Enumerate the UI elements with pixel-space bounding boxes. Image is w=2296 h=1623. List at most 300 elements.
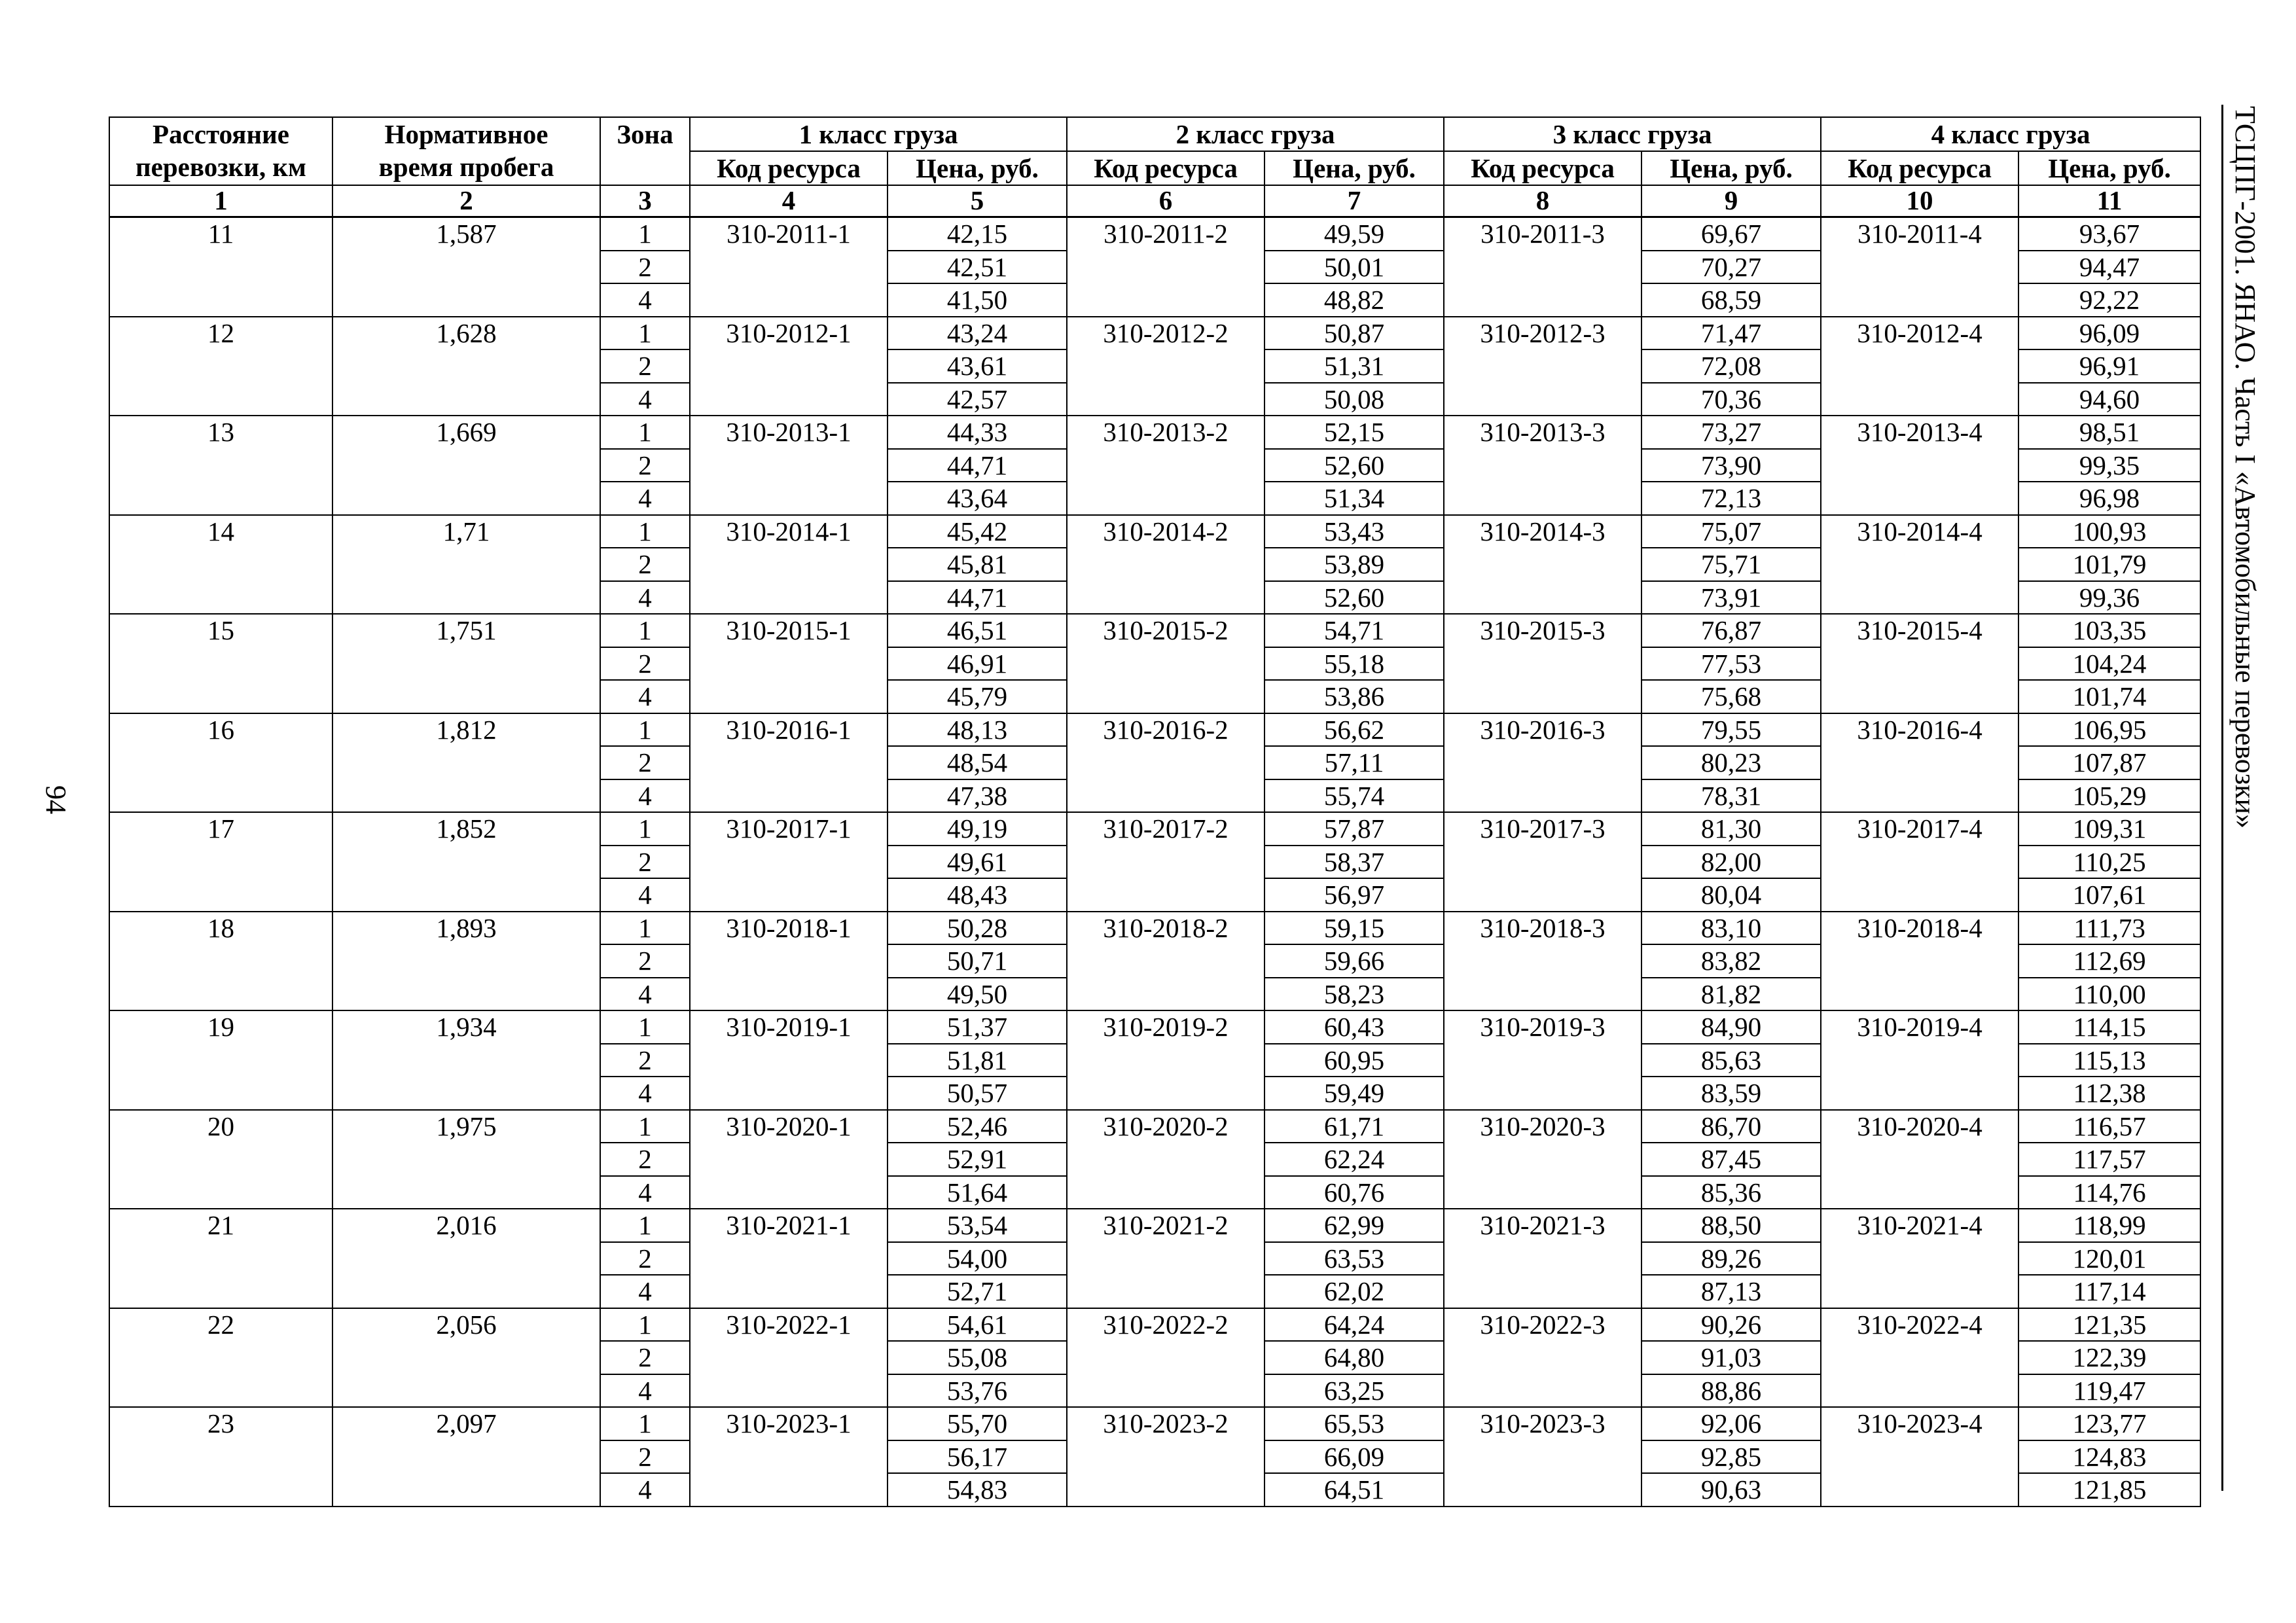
zone-cell: 2 xyxy=(600,449,690,482)
time-cell xyxy=(332,548,600,581)
price-cell: 83,59 xyxy=(1641,1077,1821,1110)
table-row xyxy=(109,846,2200,879)
price-cell: 66,09 xyxy=(1265,1440,1444,1474)
resource-code-cell: 310-2014-2 xyxy=(1067,515,1265,548)
zone-cell: 2 xyxy=(600,1044,690,1077)
resource-code-cell: 310-2014-3 xyxy=(1444,515,1641,548)
price-cell: 58,37 xyxy=(1265,846,1444,879)
table-row xyxy=(109,515,2200,548)
zone-cell: 1 xyxy=(600,713,690,747)
table-row xyxy=(109,713,2200,747)
resource-code-cell: 310-2023-3 xyxy=(1444,1407,1641,1440)
price-cell: 89,26 xyxy=(1641,1242,1821,1275)
resource-code-cell xyxy=(1067,1242,1265,1275)
resource-code-cell xyxy=(690,1275,888,1308)
resource-code-cell xyxy=(690,1044,888,1077)
resource-code-cell xyxy=(690,1242,888,1275)
header-time-line2: время пробега xyxy=(378,152,554,182)
distance-cell xyxy=(109,548,332,581)
resource-code-cell: 310-2011-3 xyxy=(1444,217,1641,251)
resource-code-cell xyxy=(1067,449,1265,482)
resource-code-cell xyxy=(1444,779,1641,813)
zone-cell: 2 xyxy=(600,1440,690,1474)
distance-cell: 14 xyxy=(109,515,332,548)
resource-code-cell xyxy=(1067,1176,1265,1209)
price-cell: 91,03 xyxy=(1641,1341,1821,1374)
distance-cell xyxy=(109,779,332,813)
zone-cell: 1 xyxy=(600,1407,690,1440)
resource-code-cell: 310-2015-4 xyxy=(1821,614,2018,647)
price-cell: 99,35 xyxy=(2018,449,2200,482)
price-cell: 60,95 xyxy=(1265,1044,1444,1077)
resource-code-cell xyxy=(1067,1077,1265,1110)
price-cell: 57,11 xyxy=(1265,746,1444,779)
resource-code-cell xyxy=(1444,1176,1641,1209)
price-cell: 72,13 xyxy=(1641,482,1821,515)
price-cell: 49,61 xyxy=(888,846,1067,879)
price-cell: 98,51 xyxy=(2018,416,2200,449)
zone-cell: 1 xyxy=(600,515,690,548)
table-row xyxy=(109,1209,2200,1242)
price-cell: 87,13 xyxy=(1641,1275,1821,1308)
table-row xyxy=(109,317,2200,350)
resource-code-cell xyxy=(1067,251,1265,284)
resource-code-cell xyxy=(1067,1044,1265,1077)
resource-code-cell xyxy=(1444,978,1641,1011)
resource-code-cell: 310-2017-3 xyxy=(1444,812,1641,846)
header-code-2: Код ресурса xyxy=(1067,151,1265,185)
table-row xyxy=(109,878,2200,912)
distance-cell xyxy=(109,383,332,416)
resource-code-cell xyxy=(1821,1473,2018,1507)
resource-code-cell: 310-2020-1 xyxy=(690,1110,888,1143)
resource-code-cell xyxy=(1821,1044,2018,1077)
col-num: 8 xyxy=(1444,185,1641,217)
resource-code-cell: 310-2012-3 xyxy=(1444,317,1641,350)
zone-cell: 4 xyxy=(600,581,690,615)
price-cell: 68,59 xyxy=(1641,283,1821,317)
price-cell: 50,57 xyxy=(888,1077,1067,1110)
time-cell xyxy=(332,349,600,383)
header-price-2: Цена, руб. xyxy=(1265,151,1444,185)
resource-code-cell xyxy=(690,383,888,416)
header-class-4: 4 класс груза xyxy=(1821,117,2200,151)
price-cell: 83,10 xyxy=(1641,912,1821,945)
price-cell: 48,82 xyxy=(1265,283,1444,317)
time-cell xyxy=(332,482,600,515)
price-cell: 79,55 xyxy=(1641,713,1821,747)
resource-code-cell: 310-2017-1 xyxy=(690,812,888,846)
zone-cell: 4 xyxy=(600,283,690,317)
resource-code-cell xyxy=(690,349,888,383)
price-cell: 106,95 xyxy=(2018,713,2200,747)
distance-cell: 22 xyxy=(109,1308,332,1342)
resource-code-cell xyxy=(690,647,888,681)
resource-code-cell xyxy=(1067,1275,1265,1308)
resource-code-cell xyxy=(1444,449,1641,482)
resource-code-cell xyxy=(1444,878,1641,912)
distance-cell xyxy=(109,1176,332,1209)
header-price-3: Цена, руб. xyxy=(1641,151,1821,185)
price-cell: 84,90 xyxy=(1641,1010,1821,1044)
price-cell: 122,39 xyxy=(2018,1341,2200,1374)
price-cell: 54,61 xyxy=(888,1308,1067,1342)
resource-code-cell xyxy=(1444,548,1641,581)
resource-code-cell xyxy=(1067,944,1265,978)
price-cell: 65,53 xyxy=(1265,1407,1444,1440)
resource-code-cell: 310-2019-1 xyxy=(690,1010,888,1044)
resource-code-cell: 310-2018-4 xyxy=(1821,912,2018,945)
resource-code-cell xyxy=(1444,1440,1641,1474)
resource-code-cell xyxy=(690,1341,888,1374)
price-cell: 48,43 xyxy=(888,878,1067,912)
table-row xyxy=(109,383,2200,416)
price-cell: 50,71 xyxy=(888,944,1067,978)
resource-code-cell xyxy=(1821,581,2018,615)
resource-code-cell: 310-2021-4 xyxy=(1821,1209,2018,1242)
table-row xyxy=(109,1044,2200,1077)
distance-cell xyxy=(109,944,332,978)
resource-code-cell xyxy=(1444,680,1641,713)
resource-code-cell xyxy=(1444,349,1641,383)
table-row xyxy=(109,779,2200,813)
distance-cell: 19 xyxy=(109,1010,332,1044)
resource-code-cell xyxy=(1821,449,2018,482)
col-num: 7 xyxy=(1265,185,1444,217)
resource-code-cell xyxy=(1067,878,1265,912)
resource-code-cell xyxy=(690,1374,888,1408)
resource-code-cell xyxy=(690,779,888,813)
price-cell: 49,59 xyxy=(1265,217,1444,251)
header-price-1: Цена, руб. xyxy=(888,151,1067,185)
table-row xyxy=(109,1440,2200,1474)
zone-cell: 2 xyxy=(600,1341,690,1374)
price-cell: 59,66 xyxy=(1265,944,1444,978)
table-row xyxy=(109,1176,2200,1209)
price-cell: 56,97 xyxy=(1265,878,1444,912)
resource-code-cell xyxy=(1821,878,2018,912)
price-cell: 88,86 xyxy=(1641,1374,1821,1408)
price-cell: 116,57 xyxy=(2018,1110,2200,1143)
resource-code-cell xyxy=(690,1176,888,1209)
price-cell: 104,24 xyxy=(2018,647,2200,681)
time-cell xyxy=(332,878,600,912)
col-num: 4 xyxy=(690,185,888,217)
resource-code-cell xyxy=(1821,1275,2018,1308)
resource-code-cell xyxy=(690,482,888,515)
price-cell: 61,71 xyxy=(1265,1110,1444,1143)
resource-code-cell xyxy=(1444,1374,1641,1408)
resource-code-cell xyxy=(1444,1275,1641,1308)
zone-cell: 2 xyxy=(600,846,690,879)
resource-code-cell: 310-2020-3 xyxy=(1444,1110,1641,1143)
zone-cell: 4 xyxy=(600,482,690,515)
col-num: 10 xyxy=(1821,185,2018,217)
price-cell: 111,73 xyxy=(2018,912,2200,945)
table-row xyxy=(109,1407,2200,1440)
table-row xyxy=(109,581,2200,615)
resource-code-cell xyxy=(1067,283,1265,317)
resource-code-cell xyxy=(1067,482,1265,515)
time-cell: 1,934 xyxy=(332,1010,600,1044)
header-distance-line1: Расстояние xyxy=(152,119,289,149)
resource-code-cell: 310-2016-3 xyxy=(1444,713,1641,747)
table-row xyxy=(109,1010,2200,1044)
price-cell: 54,83 xyxy=(888,1473,1067,1507)
time-cell xyxy=(332,680,600,713)
header-code-3: Код ресурса xyxy=(1444,151,1641,185)
resource-code-cell xyxy=(1821,944,2018,978)
distance-cell: 21 xyxy=(109,1209,332,1242)
zone-cell: 1 xyxy=(600,416,690,449)
side-title xyxy=(2193,106,2271,1507)
time-cell xyxy=(332,1275,600,1308)
price-cell: 101,79 xyxy=(2018,548,2200,581)
resource-code-cell: 310-2017-2 xyxy=(1067,812,1265,846)
resource-code-cell: 310-2023-1 xyxy=(690,1407,888,1440)
distance-cell xyxy=(109,1473,332,1507)
table-row xyxy=(109,647,2200,681)
header-code-1: Код ресурса xyxy=(690,151,888,185)
resource-code-cell xyxy=(690,251,888,284)
price-cell: 92,85 xyxy=(1641,1440,1821,1474)
distance-cell xyxy=(109,1044,332,1077)
price-cell: 110,00 xyxy=(2018,978,2200,1011)
price-cell: 56,62 xyxy=(1265,713,1444,747)
time-cell: 1,812 xyxy=(332,713,600,747)
table-row xyxy=(109,283,2200,317)
table-row xyxy=(109,1341,2200,1374)
distance-cell xyxy=(109,1143,332,1176)
header-time xyxy=(332,117,600,185)
col-num: 6 xyxy=(1067,185,1265,217)
price-cell: 107,61 xyxy=(2018,878,2200,912)
resource-code-cell xyxy=(1067,1374,1265,1408)
price-cell: 58,23 xyxy=(1265,978,1444,1011)
price-cell: 81,30 xyxy=(1641,812,1821,846)
zone-cell: 1 xyxy=(600,1110,690,1143)
price-cell: 52,15 xyxy=(1265,416,1444,449)
distance-cell xyxy=(109,878,332,912)
price-cell: 44,71 xyxy=(888,449,1067,482)
resource-code-cell xyxy=(1821,383,2018,416)
resource-code-cell: 310-2018-1 xyxy=(690,912,888,945)
resource-code-cell xyxy=(1821,548,2018,581)
resource-code-cell xyxy=(1821,746,2018,779)
price-cell: 121,35 xyxy=(2018,1308,2200,1342)
price-cell: 71,47 xyxy=(1641,317,1821,350)
price-cell: 50,08 xyxy=(1265,383,1444,416)
col-num: 9 xyxy=(1641,185,1821,217)
resource-code-cell xyxy=(690,944,888,978)
table-row xyxy=(109,1275,2200,1308)
resource-code-cell xyxy=(1444,482,1641,515)
price-cell: 73,91 xyxy=(1641,581,1821,615)
price-cell: 63,25 xyxy=(1265,1374,1444,1408)
price-cell: 43,64 xyxy=(888,482,1067,515)
time-cell xyxy=(332,1242,600,1275)
distance-cell xyxy=(109,482,332,515)
table-row xyxy=(109,1242,2200,1275)
distance-cell xyxy=(109,1374,332,1408)
distance-cell xyxy=(109,1341,332,1374)
price-cell: 45,79 xyxy=(888,680,1067,713)
time-cell: 1,587 xyxy=(332,217,600,251)
price-cell: 83,82 xyxy=(1641,944,1821,978)
resource-code-cell: 310-2011-2 xyxy=(1067,217,1265,251)
price-cell: 64,80 xyxy=(1265,1341,1444,1374)
resource-code-cell xyxy=(1067,680,1265,713)
table-row xyxy=(109,944,2200,978)
price-cell: 112,38 xyxy=(2018,1077,2200,1110)
resource-code-cell: 310-2012-4 xyxy=(1821,317,2018,350)
price-cell: 120,01 xyxy=(2018,1242,2200,1275)
price-cell: 99,36 xyxy=(2018,581,2200,615)
resource-code-cell: 310-2023-2 xyxy=(1067,1407,1265,1440)
resource-code-cell: 310-2021-1 xyxy=(690,1209,888,1242)
time-cell xyxy=(332,581,600,615)
table-row xyxy=(109,548,2200,581)
price-cell: 54,71 xyxy=(1265,614,1444,647)
table-row xyxy=(109,912,2200,945)
price-cell: 59,49 xyxy=(1265,1077,1444,1110)
price-cell: 96,09 xyxy=(2018,317,2200,350)
price-cell: 59,15 xyxy=(1265,912,1444,945)
price-cell: 49,19 xyxy=(888,812,1067,846)
price-cell: 48,13 xyxy=(888,713,1067,747)
price-cell: 52,60 xyxy=(1265,449,1444,482)
price-cell: 73,27 xyxy=(1641,416,1821,449)
time-cell: 2,056 xyxy=(332,1308,600,1342)
distance-cell: 20 xyxy=(109,1110,332,1143)
resource-code-cell xyxy=(1821,779,2018,813)
price-cell: 105,29 xyxy=(2018,779,2200,813)
price-cell: 82,00 xyxy=(1641,846,1821,879)
price-cell: 118,99 xyxy=(2018,1209,2200,1242)
zone-cell: 4 xyxy=(600,383,690,416)
distance-cell: 18 xyxy=(109,912,332,945)
price-cell: 44,33 xyxy=(888,416,1067,449)
resource-code-cell: 310-2018-3 xyxy=(1444,912,1641,945)
resource-code-cell: 310-2016-2 xyxy=(1067,713,1265,747)
zone-cell: 1 xyxy=(600,614,690,647)
table-row xyxy=(109,1143,2200,1176)
resource-code-cell: 310-2022-2 xyxy=(1067,1308,1265,1342)
resource-code-cell xyxy=(1821,846,2018,879)
zone-cell: 4 xyxy=(600,878,690,912)
table-row xyxy=(109,1308,2200,1342)
zone-cell: 4 xyxy=(600,1077,690,1110)
resource-code-cell xyxy=(690,1473,888,1507)
price-cell: 90,63 xyxy=(1641,1473,1821,1507)
table-row xyxy=(109,614,2200,647)
resource-code-cell xyxy=(1821,283,2018,317)
resource-code-cell: 310-2013-1 xyxy=(690,416,888,449)
table-body xyxy=(109,217,2200,1507)
resource-code-cell xyxy=(1444,581,1641,615)
header-class-1: 1 класс груза xyxy=(690,117,1067,151)
zone-cell: 4 xyxy=(600,779,690,813)
resource-code-cell: 310-2019-2 xyxy=(1067,1010,1265,1044)
distance-cell: 23 xyxy=(109,1407,332,1440)
zone-cell: 4 xyxy=(600,978,690,1011)
resource-code-cell xyxy=(690,978,888,1011)
price-cell: 53,76 xyxy=(888,1374,1067,1408)
price-cell: 96,98 xyxy=(2018,482,2200,515)
price-cell: 52,60 xyxy=(1265,581,1444,615)
zone-cell: 2 xyxy=(600,251,690,284)
distance-cell xyxy=(109,680,332,713)
distance-cell xyxy=(109,647,332,681)
price-cell: 96,91 xyxy=(2018,349,2200,383)
resource-code-cell: 310-2016-4 xyxy=(1821,713,2018,747)
resource-code-cell xyxy=(1821,680,2018,713)
price-cell: 55,70 xyxy=(888,1407,1067,1440)
resource-code-cell xyxy=(1444,283,1641,317)
resource-code-cell xyxy=(1821,482,2018,515)
resource-code-cell xyxy=(1067,1143,1265,1176)
price-cell: 44,71 xyxy=(888,581,1067,615)
price-cell: 46,91 xyxy=(888,647,1067,681)
resource-code-cell xyxy=(1067,581,1265,615)
price-cell: 52,46 xyxy=(888,1110,1067,1143)
price-cell: 77,53 xyxy=(1641,647,1821,681)
resource-code-cell xyxy=(1067,548,1265,581)
zone-cell: 4 xyxy=(600,1176,690,1209)
resource-code-cell xyxy=(1821,349,2018,383)
resource-code-cell xyxy=(1067,746,1265,779)
price-cell: 73,90 xyxy=(1641,449,1821,482)
table-row xyxy=(109,217,2200,251)
time-cell xyxy=(332,779,600,813)
zone-cell: 2 xyxy=(600,548,690,581)
time-cell xyxy=(332,1473,600,1507)
price-cell: 51,31 xyxy=(1265,349,1444,383)
resource-code-cell xyxy=(1067,1341,1265,1374)
time-cell xyxy=(332,449,600,482)
page-number xyxy=(39,785,79,825)
resource-code-cell: 310-2022-4 xyxy=(1821,1308,2018,1342)
table-row xyxy=(109,349,2200,383)
resource-code-cell xyxy=(1821,1374,2018,1408)
price-cell: 63,53 xyxy=(1265,1242,1444,1275)
price-cell: 103,35 xyxy=(2018,614,2200,647)
price-cell: 62,99 xyxy=(1265,1209,1444,1242)
header-time-line1: Нормативное xyxy=(384,119,548,149)
price-cell: 93,67 xyxy=(2018,217,2200,251)
price-cell: 55,18 xyxy=(1265,647,1444,681)
price-cell: 54,00 xyxy=(888,1242,1067,1275)
price-cell: 88,50 xyxy=(1641,1209,1821,1242)
zone-cell: 4 xyxy=(600,1374,690,1408)
resource-code-cell xyxy=(1067,1440,1265,1474)
price-cell: 85,63 xyxy=(1641,1044,1821,1077)
resource-code-cell: 310-2016-1 xyxy=(690,713,888,747)
price-cell: 62,24 xyxy=(1265,1143,1444,1176)
price-cell: 47,38 xyxy=(888,779,1067,813)
zone-cell: 2 xyxy=(600,746,690,779)
zone-cell: 1 xyxy=(600,1010,690,1044)
distance-cell xyxy=(109,1275,332,1308)
price-cell: 49,50 xyxy=(888,978,1067,1011)
price-cell: 42,51 xyxy=(888,251,1067,284)
price-cell: 110,25 xyxy=(2018,846,2200,879)
resource-code-cell xyxy=(690,283,888,317)
resource-code-cell xyxy=(1444,1341,1641,1374)
resource-code-cell: 310-2011-4 xyxy=(1821,217,2018,251)
price-cell: 114,15 xyxy=(2018,1010,2200,1044)
price-cell: 42,57 xyxy=(888,383,1067,416)
